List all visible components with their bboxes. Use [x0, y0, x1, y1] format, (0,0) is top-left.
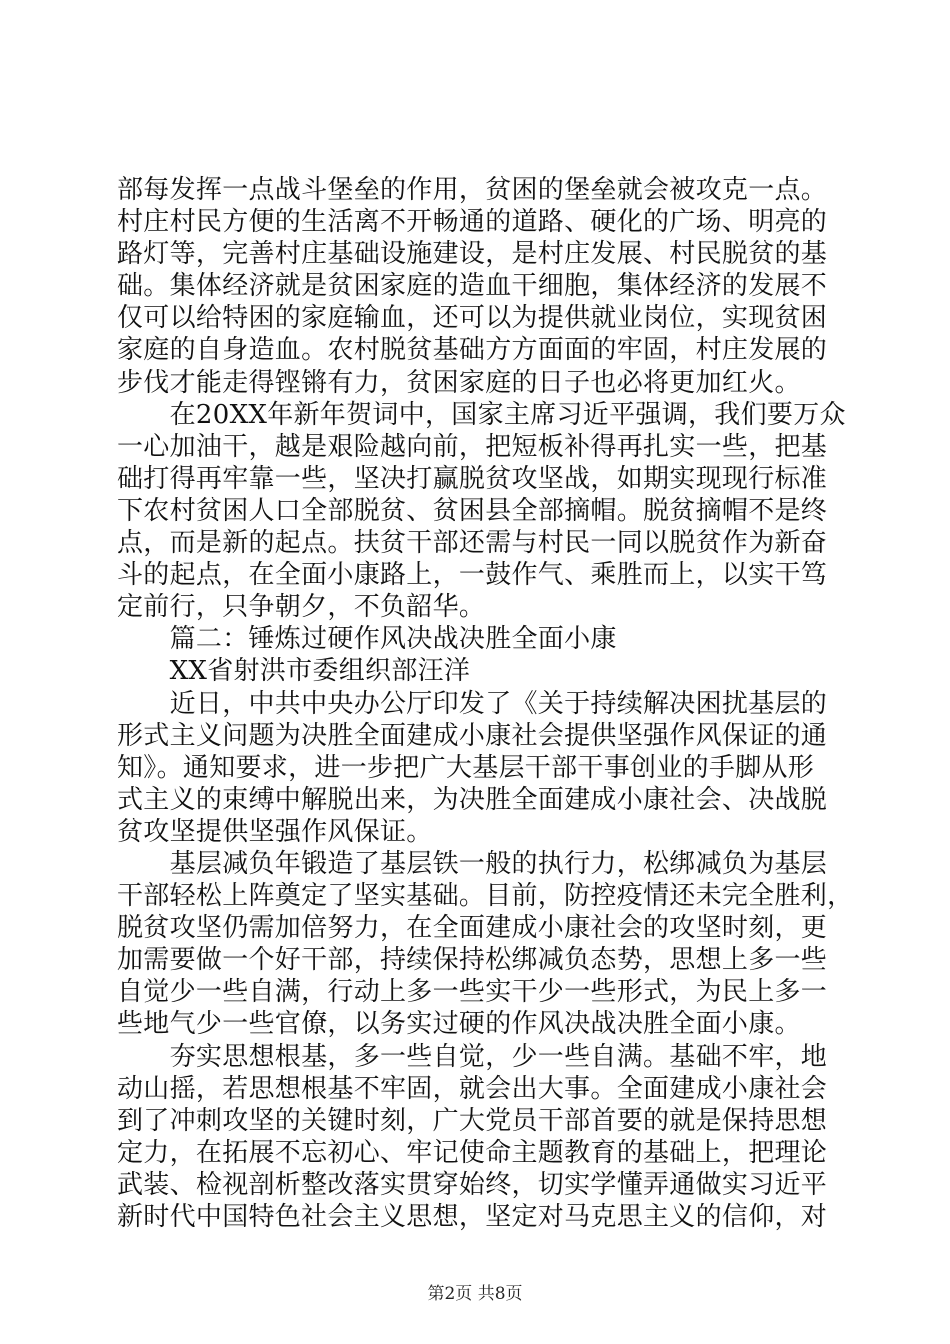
text-line: 家庭的自身造血。农村脱贫基础方方面面的牢固，村庄发展的 — [117, 335, 828, 366]
text-line: 知》。通知要求，进一步把广大基层干部干事创业的手脚从形 — [117, 752, 815, 783]
text-line: 到了冲刺攻坚的关键时刻，广大党员干部首要的就是保持思想 — [117, 1105, 828, 1136]
text-line: 近日，中共中央办公厅印发了《关于持续解决困扰基层的 — [117, 688, 828, 719]
text-line: 定力，在拓展不忘初心、牢记使命主题教育的基础上，把理论 — [117, 1137, 828, 1168]
text-line: 加需要做一个好干部，持续保持松绑减负态势，思想上多一些 — [117, 945, 828, 976]
text-line: 夯实思想根基，多一些自觉，少一些自满。基础不牢，地 — [117, 1041, 828, 1072]
text-line: 自觉少一些自满，行动上多一些实干少一些形式，为民上多一 — [117, 977, 828, 1008]
text-line: 一心加油干，越是艰险越向前，把短板补得再扎实一些，把基 — [117, 431, 828, 462]
text-line: XX省射洪市委组织部汪洋 — [117, 656, 471, 687]
text-line: 点，而是新的起点。扶贫干部还需与村民一同以脱贫作为新奋 — [117, 528, 828, 559]
text-line: 路灯等，完善村庄基础设施建设，是村庄发展、村民脱贫的基 — [117, 239, 828, 270]
page-footer: 第2页 共8页 — [427, 1284, 523, 1304]
text-line: 仅可以给特困的家庭输血，还可以为提供就业岗位，实现贫困 — [117, 303, 828, 334]
text-line: 贫攻坚提供坚强作风保证。 — [117, 816, 433, 847]
text-line: 步伐才能走得铿锵有力，贫困家庭的日子也必将更加红火。 — [117, 367, 801, 398]
text-line: 斗的起点，在全面小康路上，一鼓作气、乘胜而上，以实干笃 — [117, 560, 828, 591]
text-line: 动山摇，若思想根基不牢固，就会出大事。全面建成小康社会 — [117, 1073, 828, 1104]
text-line: 形式主义问题为决胜全面建成小康社会提供坚强作风保证的通 — [117, 720, 828, 751]
text-line: 下农村贫困人口全部脱贫、贫困县全部摘帽。脱贫摘帽不是终 — [117, 495, 828, 526]
text-line: 在20XX年新年贺词中，国家主席习近平强调，我们要万众 — [117, 399, 846, 430]
text-line: 些地气少一些官僚，以务实过硬的作风决战决胜全面小康。 — [117, 1009, 801, 1040]
text-line: 新时代中国特色社会主义思想，坚定对马克思主义的信仰，对 — [117, 1202, 828, 1232]
text-line: 脱贫攻坚仍需加倍努力，在全面建成小康社会的攻坚时刻，更 — [117, 913, 828, 944]
text-line: 武装、检视剖析整改落实贯穿始终，切实学懂弄通做实习近平 — [117, 1169, 828, 1200]
text-line: 础。集体经济就是贫困家庭的造血干细胞，集体经济的发展不 — [117, 271, 828, 302]
document-body — [117, 174, 854, 1233]
text-line: 村庄村民方便的生活离不开畅通的道路、硬化的广场、明亮的 — [117, 207, 828, 238]
text-line: 础打得再牢靠一些，坚决打赢脱贫攻坚战，如期实现现行标准 — [117, 463, 828, 494]
text-line: 定前行，只争朝夕，不负韶华。 — [117, 592, 486, 623]
text-line: 干部轻松上阵奠定了坚实基础。目前，防控疫情还未完全胜利， — [117, 881, 854, 912]
text-line: 篇二：锤炼过硬作风决战决胜全面小康 — [117, 624, 617, 655]
text-line: 式主义的束缚中解脱出来，为决胜全面建成小康社会、决战脱 — [117, 784, 828, 815]
text-line: 部每发挥一点战斗堡垒的作用，贫困的堡垒就会被攻克一点。 — [117, 175, 828, 205]
text-line: 基层减负年锻造了基层铁一般的执行力，松绑减负为基层 — [117, 848, 828, 879]
